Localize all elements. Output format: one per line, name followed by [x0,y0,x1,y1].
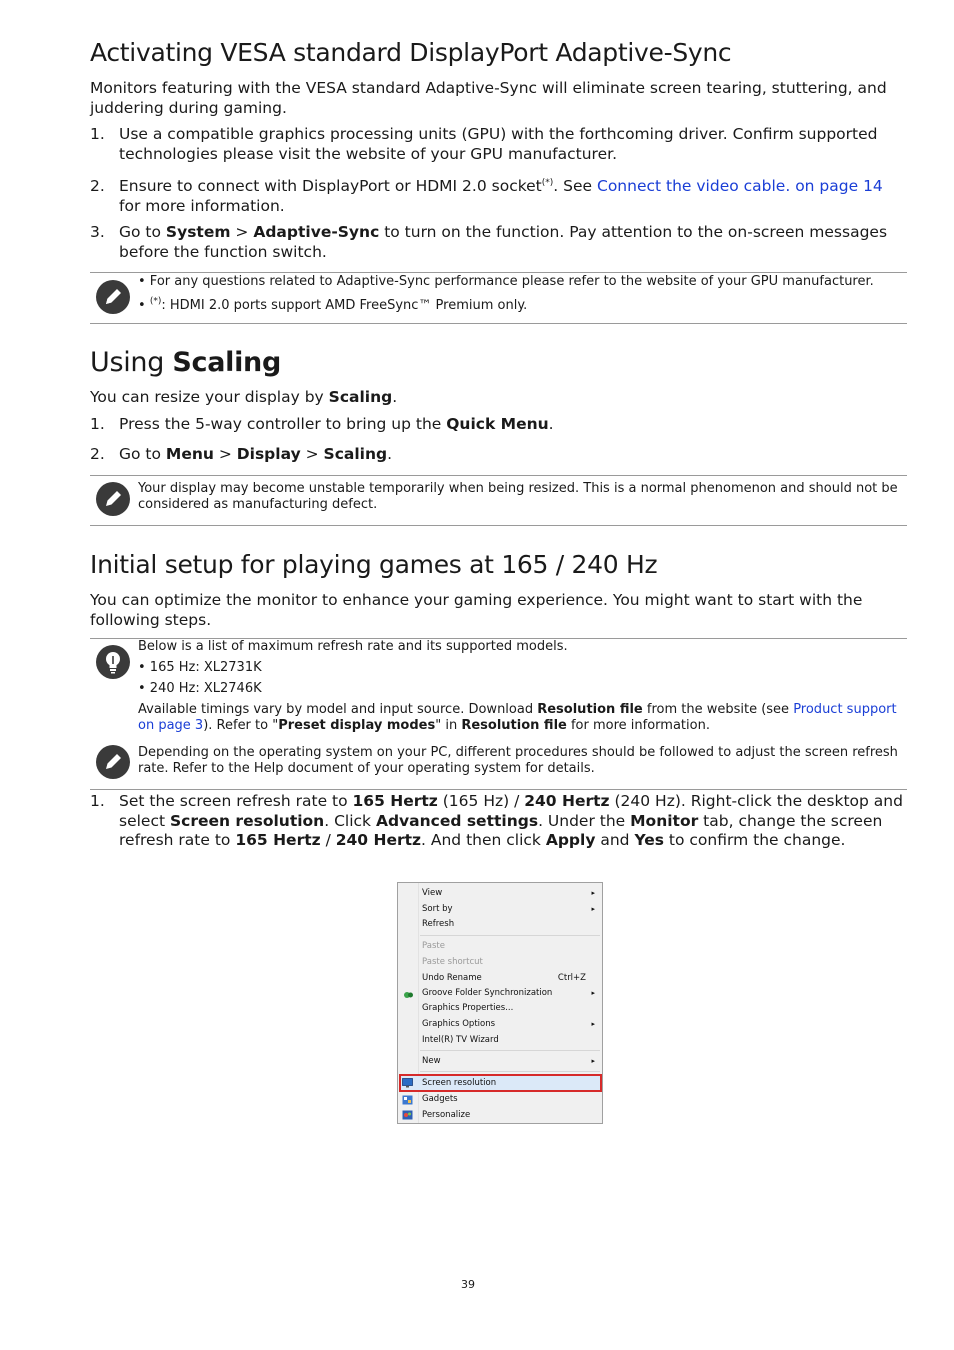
step-text-part: tab, change the screen refresh rate to [119,811,883,849]
tip-text-part: Available timings vary by model and input source. Download [138,702,538,717]
link-connect-video-cable[interactable]: Connect the video cable. on page 14 [597,177,883,195]
menu-item-label: Screen resolution [422,1078,497,1088]
step-2-scaling [90,445,910,467]
note-text-part: : HDMI 2.0 ports support AMD FreeSync™ Premium only. [161,298,528,313]
tip-text-bold: Preset display modes [278,718,436,733]
note-box-scaling [90,475,907,526]
separator: > [230,223,254,241]
step-1-initial-setup [90,792,910,872]
step-text-part: (240 Hz). Right-click the desktop and select [119,792,903,830]
note-box-adaptive-sync [90,272,907,324]
note-line-1: • For any questions related to Adaptive-Sync performance please refer to the website of your GPU manufacturer. [138,274,874,289]
menu-item-screen-resolution[interactable] [422,1076,598,1090]
intro-part: . [392,388,398,406]
menu-item-paste-shortcut [422,955,598,969]
pencil-icon [96,280,130,314]
menu-item-groove-folder-sync[interactable] [422,986,598,1000]
gadgets-icon [402,1095,413,1105]
submenu-arrow-icon: ▸ [591,889,595,897]
menu-name-display: Display [236,445,301,463]
tip-line-3: • 240 Hz: XL2746K [138,681,262,696]
separator: > [213,445,237,463]
step-text-part: and [595,831,635,849]
note-text-part: • [138,298,150,313]
submenu-arrow-icon: ▸ [591,1020,595,1028]
menu-name-adaptive-sync: Adaptive-Sync [253,223,380,241]
menu-item-paste [422,939,598,953]
menu-item-label: Sort by [422,904,453,914]
tip-line-2: • 165 Hz: XL2731K [138,660,262,675]
step-text-part: Set the screen refresh rate to [119,792,353,810]
step-text-bold: Monitor [630,811,699,830]
menu-item-label: Undo Rename [422,973,482,983]
step-text-bold: 165 Hertz [235,831,321,849]
desktop-context-menu [397,882,603,1124]
menu-item-label: Paste shortcut [422,957,483,967]
step-text-part: Ensure to connect with DisplayPort or HDMI 2.0 socket [119,177,542,195]
menu-item-label: Graphics Options [422,1019,496,1029]
step-text-bold: 240 Hertz [335,831,422,849]
tip-text-bold: Resolution file [461,718,567,733]
section-intro-adaptive-sync: Monitors featuring with the VESA standard Adaptive-Sync will eliminate screen tearing, stuttering, and juddering during gaming. [90,79,887,117]
step-text-part: to turn on the function. Pay attention to the on-screen messages before the function switch. [119,223,888,261]
menu-item-gadgets[interactable] [422,1092,598,1106]
submenu-arrow-icon: ▸ [591,1057,595,1065]
step-text-bold: 165 Hertz [352,792,438,810]
personalize-icon [402,1110,413,1120]
intro-part: You can resize your display by [90,388,329,406]
step-text-part: Press the 5-way controller to bring up the [119,415,447,433]
menu-item-intel-tv-wizard[interactable] [422,1033,598,1047]
note-line-2 [138,298,903,314]
menu-item-label: Gadgets [422,1094,458,1104]
separator: > [300,445,324,463]
step-text [119,177,909,216]
step-text-part: Go to [119,223,166,241]
step-text [119,445,909,465]
tip-and-note-box [90,638,907,790]
menu-item-label: Personalize [422,1110,471,1120]
submenu-arrow-icon: ▸ [591,989,595,997]
step-text-part: to confirm the change. [664,831,846,849]
step-text-part: . [387,445,393,463]
step-text: Use a compatible graphics processing units (GPU) with the forthcoming driver. Confirm supported technologies please visit the website of your GPU manufacturer. [119,125,878,163]
menu-item-undo-rename[interactable] [422,971,598,985]
section-intro-scaling [90,388,905,408]
pencil-icon [96,482,130,516]
step-text-bold: Screen resolution [169,811,325,830]
step-3-adaptive-sync [90,223,910,263]
section-title-scaling [90,347,281,378]
step-1-adaptive-sync [90,125,910,165]
step-text-bold: Yes [634,831,664,849]
menu-item-label: Intel(R) TV Wizard [422,1035,499,1045]
step-number: 2. [90,177,105,195]
step-text-bold: 240 Hertz [524,792,610,810]
step-number: 2. [90,445,105,463]
step-text-part: for more information. [119,196,285,215]
step-text-bold: Advanced settings [375,811,539,830]
menu-name-menu: Menu [165,445,214,463]
menu-name-system: System [165,223,231,241]
step-number: 1. [90,792,105,810]
title-part-bold: Scaling [172,347,282,378]
tip-text-part: for more information. [566,718,710,733]
step-text [119,415,909,435]
page-number: 39 [461,1278,475,1291]
menu-item-shortcut: Ctrl+Z [557,973,586,983]
menu-item-graphics-properties[interactable] [422,1001,598,1015]
menu-item-sort-by[interactable] [422,902,598,916]
link-product-support[interactable]: Product support on page 3 [138,702,897,733]
step-number: 1. [90,125,105,143]
step-text [119,223,909,262]
tip-text-bold: Resolution file [537,702,643,717]
menu-separator [420,1050,600,1051]
section-title-initial-setup: Initial setup for playing games at 165 / 240 Hz [90,550,658,579]
tip-line-4 [138,702,903,734]
section-title-adaptive-sync: Activating VESA standard DisplayPort Adaptive-Sync [90,38,732,67]
step-2-adaptive-sync [90,177,910,217]
intro-part-bold: Scaling [328,388,393,406]
menu-item-view[interactable] [422,886,598,900]
menu-item-personalize[interactable] [422,1108,598,1122]
menu-item-graphics-options[interactable] [422,1017,598,1031]
step-text-part: . Under the [538,811,631,830]
footnote-marker: (*) [149,296,162,307]
pencil-icon [96,745,130,779]
menu-item-label: Graphics Properties... [422,1003,514,1013]
step-text-part: Go to [119,445,166,463]
menu-item-label: Paste [422,941,445,951]
step-number: 3. [90,223,105,241]
menu-name-scaling: Scaling [323,445,388,463]
note-text: Your display may become unstable temporarily when being resized. This is a normal phenomenon and should not be considered as manufacturing defect. [138,481,898,512]
monitor-icon [402,1078,413,1088]
menu-item-refresh[interactable] [422,917,598,931]
step-text-part: / [320,831,336,849]
menu-item-label: New [422,1056,441,1066]
title-part: Using [90,347,173,378]
tip-text-part: " in [435,718,462,733]
menu-item-label: Groove Folder Synchronization [422,988,553,998]
tip-line-1: Below is a list of maximum refresh rate and its supported models. [138,639,568,654]
menu-separator [420,1071,600,1072]
menu-item-new[interactable] [422,1054,598,1068]
submenu-arrow-icon: ▸ [591,905,595,913]
step-text [119,792,909,851]
step-text-part: (165 Hz) / [437,792,525,810]
step-number: 1. [90,415,105,433]
menu-separator [420,935,600,936]
menu-item-label: View [422,888,443,898]
note-text: Depending on the operating system on your PC, different procedures should be followed to adjust the screen refresh rate. Refer to the Help document of your operating system for details. [138,745,898,776]
menu-name-quick-menu: Quick Menu [446,415,549,433]
footnote-marker: (*) [541,177,554,188]
step-1-scaling [90,415,910,437]
section-intro-initial-setup: You can optimize the monitor to enhance your gaming experience. You might want to start with the following steps. [90,591,863,629]
step-text-part: . Click [324,811,376,830]
step-text-part: . See [553,177,597,195]
tip-text-part: ). Refer to " [203,718,279,733]
step-text-bold: Apply [545,831,596,849]
step-text-part: . And then click [421,831,546,849]
lightbulb-icon [96,645,130,679]
tip-text-part: from the website (see [642,702,794,717]
groove-icon [403,990,414,1000]
step-text-part: . [548,415,554,433]
menu-item-label: Refresh [422,919,455,929]
